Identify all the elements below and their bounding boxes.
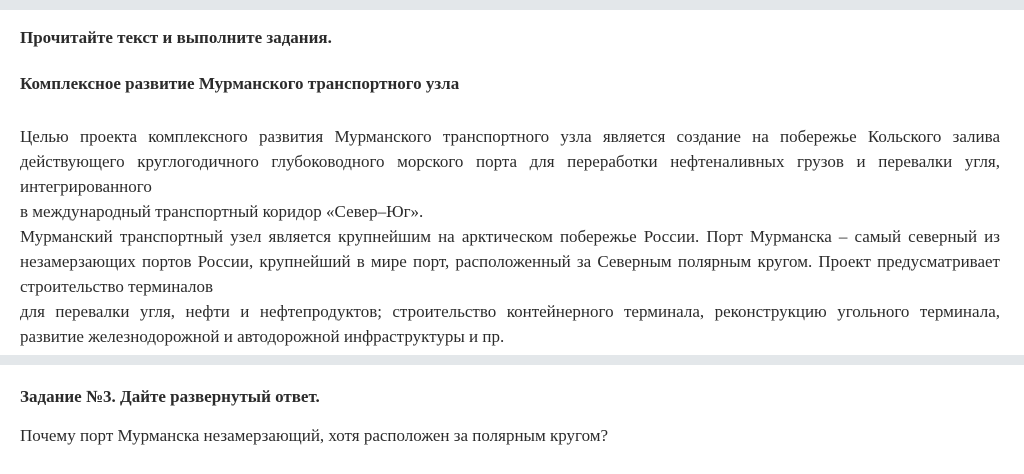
article-body (20, 124, 1000, 349)
article-paragraph: Мурманский транспортный узел является крупнейшим на арктическом побережье России. Порт Мурманска – самый северный из незамерзающих портов России, крупнейший в мире порт, расположенный за Северным полярным кругом. Проект предусматривает строительство терминалов (20, 227, 1000, 296)
article-paragraph: Целью проекта комплексного развития Мурманского транспортного узла является создание на побережье Кольского залива действующего круглогодичного глубоководного морского порта для переработки нефтеналивных грузов и перевалки угля, интегрированного (20, 127, 1000, 196)
reading-card (0, 10, 1024, 355)
article-paragraph: для перевалки угля, нефти и нефтепродуктов; строительство контейнерного терминала, реконструкцию угольного терминала, развитие железнодорожной и автодорожной инфраструктуры и пр. (20, 302, 1000, 346)
article-paragraph: в международный транспортный коридор «Север–Юг». (20, 202, 424, 221)
article-title: Комплексное развитие Мурманского транспортного узла (20, 74, 460, 93)
instruction-text: Прочитайте текст и выполните задания. (20, 28, 332, 47)
task-card (0, 365, 1024, 474)
section-divider (0, 355, 1024, 365)
task-title: Задание №3. Дайте развернутый ответ. (20, 387, 320, 406)
task-question: Почему порт Мурманска незамерзающий, хотя расположен за полярным кругом? (20, 426, 609, 445)
top-divider (0, 0, 1024, 10)
